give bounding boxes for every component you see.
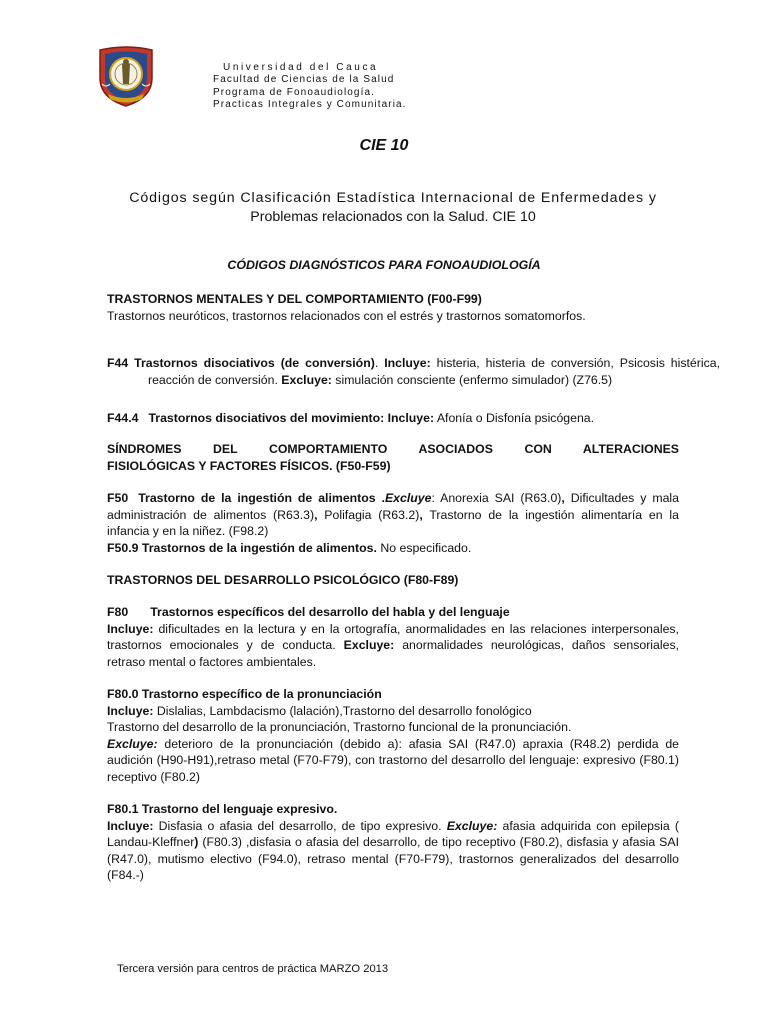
document-title: CIE 10: [359, 137, 409, 154]
f50-title: Trastorno de la ingestión de alimentos .: [138, 491, 385, 505]
f44-entry: [107, 355, 720, 388]
f801-paren: ): [194, 835, 199, 849]
f509-entry: [107, 540, 679, 557]
f444-code: F44.4: [107, 411, 139, 425]
f50-exclude-label: Excluye: [384, 491, 432, 505]
f50-text-c: Polifagia (R63.2): [317, 507, 420, 522]
f801-entry: [107, 801, 679, 884]
f80-entry: [107, 604, 679, 670]
subtitle-line-1: Códigos según Clasificación Estadística Internacional de Enfermedades y: [129, 190, 657, 206]
f444-text: Afonía o Disfonía psicógena.: [434, 411, 595, 425]
f444-title: Trastornos disociativos del movimiento: Incluye:: [148, 411, 435, 425]
f801-exclude-text-a: afasia adquirida con epilepsia ( Landau-Kleffner: [107, 818, 680, 849]
mental-disorders-desc: Trastornos neuróticos, trastornos relacionados con el estrés y trastornos somatomorfos.: [107, 308, 586, 323]
faculty-name: Facultad de Ciencias de la Salud: [213, 74, 395, 86]
f801-exclude-text-b: (F80.3) ,disfasia o afasia del desarrollo, de tipo receptivo (F80.2), disfasia y afasia SAI (R47.0), mutismo electivo (F94.0), retraso mental (F70-F79), trastornos generalizados del desarrollo (F84.-): [107, 835, 679, 882]
f44-include-label: Incluye:: [384, 356, 431, 370]
f80-code: F80: [107, 605, 129, 619]
f44-exclude-label: Excluye:: [281, 372, 332, 387]
university-name: Universidad del Cauca: [223, 62, 379, 73]
university-shield-logo: [96, 44, 156, 108]
university-header: [213, 62, 407, 112]
f801-heading: F80.1 Trastorno del lenguaje expresivo.: [107, 802, 338, 816]
f800-exclude-text: deterioro de la pronunciación (debido a): afasia SAI (R47.0) apraxia (R48.2) perdida de audición (H90-H91),retraso metal (F70-F79), con trastorno del desarrollo del lenguaje: expresivo (F80.1) receptivo (F80.2): [107, 736, 679, 784]
program-name: Programa de Fonoaudiología.: [213, 86, 376, 98]
syndromes-heading: [107, 441, 679, 474]
f50-entry: [107, 490, 679, 540]
f80-exclude-label: Excluye:: [343, 638, 395, 652]
f44-punct: .: [374, 356, 385, 370]
f800-line-2: Trastorno del desarrollo de la pronunciación, Trastorno funcional de la pronunciación.: [107, 720, 572, 734]
f50-text-b: Dificultades y mala administración de alimentos (R63.3): [107, 491, 679, 522]
f800-entry: [107, 686, 679, 785]
f50-text-a: : Anorexia SAI (R63.0): [431, 491, 562, 505]
f800-include-text: Dislalias, Lambdacismo (lalación),Trastorno del desarrollo fonológico: [153, 703, 532, 718]
f509-code-title: F50.9 Trastornos de la ingestión de alimentos.: [107, 541, 377, 555]
mental-disorders-block: [107, 291, 679, 324]
mental-disorders-heading: TRASTORNOS MENTALES Y DEL COMPORTAMIENTO (F00-F99): [107, 292, 482, 306]
section-heading: CÓDIGOS DIAGNÓSTICOS PARA FONOAUDIOLOGÍA: [227, 258, 541, 272]
f800-exclude-label: Excluye:: [107, 736, 158, 751]
f800-heading: F80.0 Trastorno específico de la pronunciación: [107, 687, 382, 701]
f44-code-title: F44 Trastornos disociativos (de conversión): [107, 356, 375, 370]
f801-include-label: Incluye:: [107, 818, 154, 833]
f80-title: Trastornos específicos del desarrollo del habla y del lenguaje: [150, 605, 510, 619]
f444-entry: [107, 410, 679, 427]
practice-name: Practicas Integrales y Comunitaria.: [213, 99, 407, 111]
f80-exclude-text: anormalidades neurológicas, daños sensoriales, retraso mental o factores ambientales.: [107, 638, 680, 669]
f50-sep-1: ,: [561, 491, 565, 505]
subtitle-line-2: Problemas relacionados con la Salud. CIE 10: [250, 209, 536, 225]
syndromes-heading-line-1: SÍNDROMES DEL COMPORTAMIENTO ASOCIADOS CON ALTERACIONES: [107, 442, 679, 456]
f801-exclude-label: Excluye:: [446, 818, 498, 833]
f800-include-label: Incluye:: [107, 703, 154, 718]
f50-text-d: Trastorno de la ingestión alimentaría en la infancia y en la niñez. (F98.2): [107, 507, 679, 538]
f50-code: F50: [107, 491, 129, 505]
f801-include-text: Disfasia o afasia del desarrollo, de tipo expresivo.: [153, 818, 447, 833]
development-block: [107, 572, 679, 589]
development-heading: TRASTORNOS DEL DESARROLLO PSICOLÓGICO (F80-F89): [107, 573, 459, 587]
document-subtitle: [108, 189, 678, 227]
footer-note: Tercera versión para centros de práctica MARZO 2013: [117, 963, 389, 975]
f44-include-text: histeria, histeria de conversión, Psicosis histérica, reacción de conversión.: [148, 356, 721, 387]
f50-sep-3: ,: [419, 507, 423, 522]
f80-include-text: dificultades en la lectura y en la ortografía, anormalidades en las relaciones interpersonales, trastornos emocionales y de conducta.: [107, 621, 679, 652]
f80-include-label: Incluye:: [107, 621, 154, 636]
f509-text: No especificado.: [376, 541, 472, 555]
f44-exclude-text: simulación consciente (enfermo simulador) (Z76.5): [331, 372, 613, 387]
f50-sep-2: ,: [314, 507, 318, 522]
syndromes-heading-line-2: FISIOLÓGICAS Y FACTORES FÍSICOS. (F50-F59): [107, 458, 391, 473]
